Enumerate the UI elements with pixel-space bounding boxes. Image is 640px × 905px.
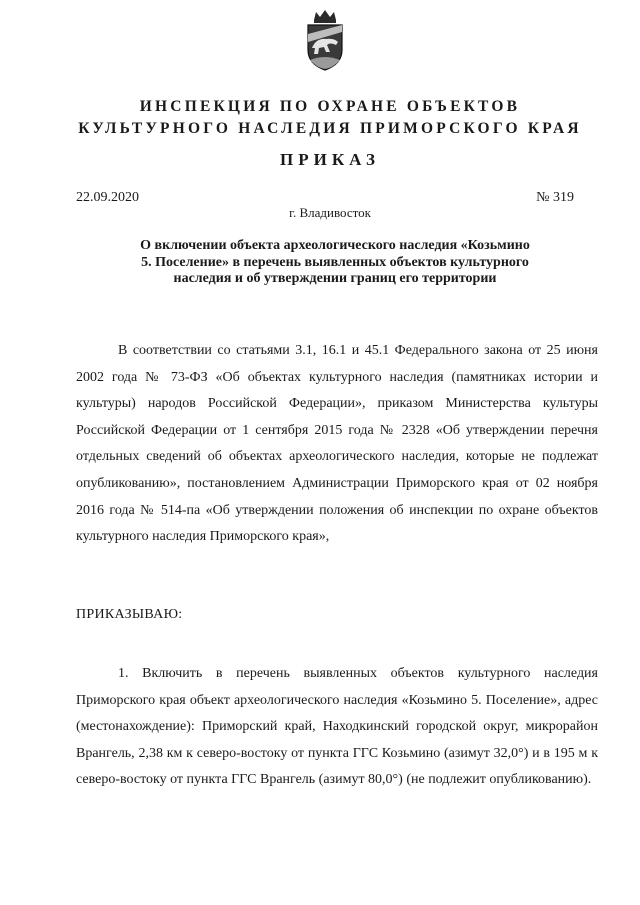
coat-of-arms-icon: [300, 8, 350, 72]
document-subject: О включении объекта археологического наследия «Козьмино 5. Поселение» в перечень выявленных объектов культурного наследия и об утверждении границ его территории: [140, 238, 530, 286]
order-item-1: 1. Включить в перечень выявленных объектов культурного наследия Приморского края объект археологического наследия «Козьмино 5. Поселение», адрес (местонахождение): Приморский край, Находкинский городской округ, микрорайон Врангель, 2,38 км к северо-востоку от пункта ГГС Козьмино (азимут 32,0°) и в 195 м к северо-востоку от пункта ГГС Врангель (азимут 80,0°) (не подлежит опубликованию).: [76, 666, 598, 788]
document-type-title: ПРИКАЗ: [280, 150, 380, 169]
organization-name-line2: КУЛЬТУРНОГО НАСЛЕДИЯ ПРИМОРСКОГО КРАЯ: [78, 120, 582, 137]
document-city: г. Владивосток: [289, 205, 371, 220]
organization-name-line1: ИНСПЕКЦИЯ ПО ОХРАНЕ ОБЪЕКТОВ: [139, 98, 521, 115]
preamble-paragraph: В соответствии со статьями 3.1, 16.1 и 45.1 Федерального закона от 25 июня 2002 года № 73-ФЗ «Об объектах культурного наследия (памятниках истории и культуры) народов Российской Федерации», приказом Министерства культуры Российской Федерации от 1 сентября 2015 года № 2328 «Об утверждении перечня отдельных сведений об объектах археологического наследия, которые не подлежат опубликованию», постановлением Администрации Приморского края от 02 ноября 2016 года № 514-па «Об утверждении положения об инспекции по охране объектов культурного наследия Приморского края»,: [76, 343, 598, 545]
document-date: 22.09.2020: [76, 190, 139, 205]
order-directive: ПРИКАЗЫВАЮ:: [76, 607, 183, 622]
document-number: № 319: [536, 190, 574, 205]
